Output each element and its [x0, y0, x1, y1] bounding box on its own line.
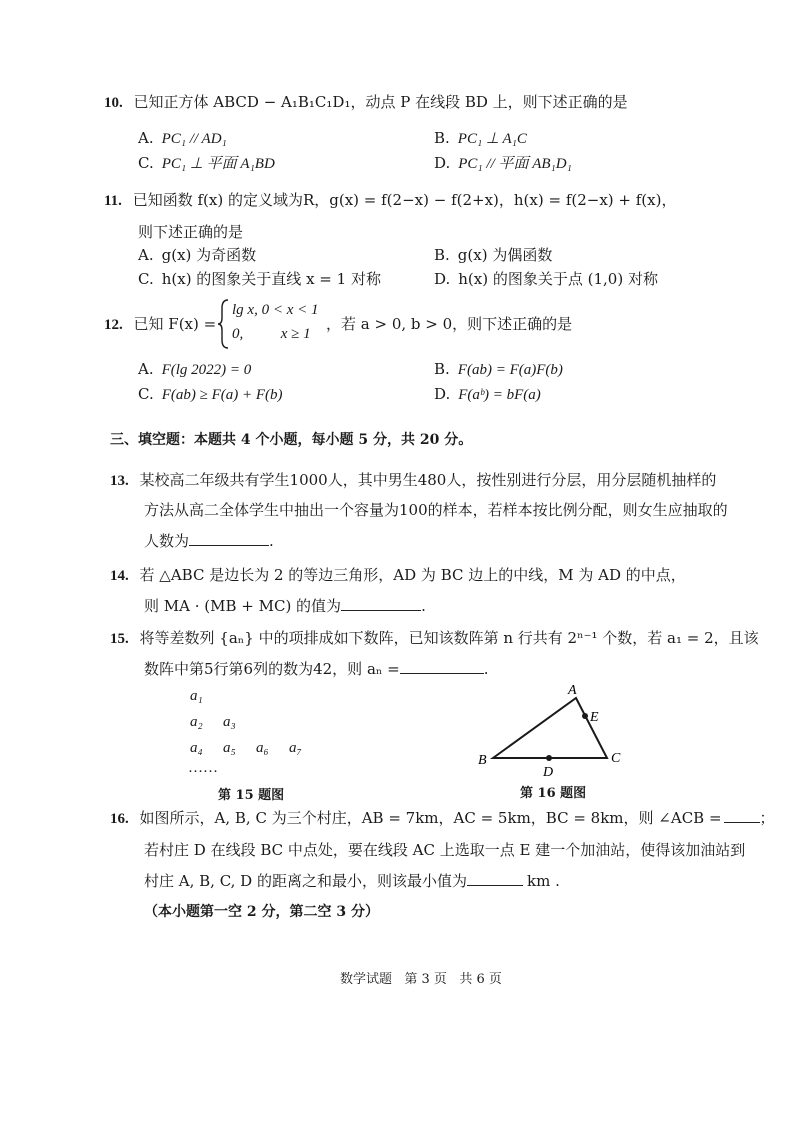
q10-stem: 已知正方体 ABCD − A₁B₁C₁D₁，动点 P 在线段 BD 上，则下述正确的是	[133, 93, 628, 111]
section-heading-fill-in: 三、填空题：本题共 4 个小题，每小题 5 分，共 20 分。	[110, 432, 473, 448]
q16-unit: km .	[526, 872, 560, 890]
q16-text: 如图所示，A, B, C 为三个村庄，AB = 7km，AC = 5km，BC = 8km，则 ∠ACB =	[139, 809, 722, 827]
q13-line-3	[144, 531, 274, 551]
q12-option-b	[434, 359, 563, 380]
q12-function-name: 已知 F(x) =	[133, 315, 217, 333]
q12-option-c	[138, 384, 283, 405]
q11-stem: 已知函数 f(x) 的定义域为R，g(x) = f(2−x) − f(2+x)，h(x) = f(2−x) + f(x)，	[132, 191, 677, 209]
option-text: h(x) 的图象关于点 (1,0) 对称	[458, 270, 658, 288]
q14-line-2	[144, 596, 426, 616]
q15-line-2	[144, 659, 489, 679]
q16-number: 16.	[110, 811, 129, 827]
q11-stem-line2: 则下述正确的是	[138, 223, 244, 241]
option-label: C.	[138, 154, 154, 172]
page-footer: 数学试题 第 3 页 共 6 页	[340, 972, 502, 987]
q15-text: 数阵中第5行第6列的数为42，则 aₙ =	[144, 660, 400, 678]
option-label: C.	[138, 270, 154, 288]
q13-period: .	[269, 532, 274, 550]
q13-text: 某校高二年级共有学生1000人，其中男生480人，按性别进行分层，用分层随机抽样的	[139, 471, 717, 489]
option-label: A.	[138, 360, 154, 378]
label-c: C	[611, 751, 621, 766]
q11-option-c	[138, 269, 381, 289]
q16-answer-blank-1[interactable]	[724, 808, 760, 823]
q11-option-a	[138, 245, 256, 265]
q14-number: 14.	[110, 568, 129, 584]
option-label: D.	[434, 154, 451, 172]
q12-stem-suffix: ，若 a > 0, b > 0，则下述正确的是	[326, 315, 573, 333]
option-text: h(x) 的图象关于直线 x = 1 对称	[161, 270, 381, 288]
q15-number: 15.	[110, 631, 129, 647]
q13-answer-blank[interactable]	[189, 531, 269, 546]
array-cell: a₇	[289, 740, 302, 756]
option-text: PC₁ ⊥ A₁C	[457, 131, 527, 147]
q11-option-d	[434, 269, 658, 289]
q10-stem-line	[104, 92, 628, 113]
q11-number: 11.	[104, 193, 122, 209]
q10-option-a	[138, 128, 227, 149]
array-cell: a₄	[190, 740, 203, 756]
point-d	[546, 755, 552, 761]
q14-text: 则 MA · (MB + MC) 的值为	[144, 597, 342, 615]
option-text: F(aᵇ) = bF(a)	[458, 387, 541, 403]
q14-period: .	[421, 597, 426, 615]
q14-text: 若 △ABC 是边长为 2 的等边三角形，AD 为 BC 边上的中线，M 为 AD 的中点，	[139, 566, 686, 584]
option-text: PC₁ ⊥ 平面 A₁BD	[161, 156, 275, 172]
q14-line-1	[110, 565, 686, 586]
option-text: g(x) 为奇函数	[161, 246, 257, 264]
q12-case-1: lg x, 0 < x < 1	[232, 302, 319, 318]
option-text: PC₁ // 平面 AB₁D₁	[458, 156, 572, 172]
q10-option-c	[138, 153, 275, 174]
q13-number: 13.	[110, 473, 129, 489]
option-label: B.	[434, 246, 450, 264]
option-label: A.	[138, 129, 154, 147]
option-label: D.	[434, 270, 451, 288]
option-label: B.	[434, 360, 450, 378]
option-label: A.	[138, 246, 154, 264]
array-cell: a₃	[223, 714, 236, 730]
q12-option-d	[434, 384, 541, 405]
option-text: g(x) 为偶函数	[457, 246, 553, 264]
q16-text: 村庄 A, B, C, D 的距离之和最小，则该最小值为	[144, 872, 467, 890]
q13-text: 人数为	[144, 532, 190, 550]
q10-number: 10.	[104, 95, 123, 111]
q14-answer-blank[interactable]	[341, 596, 421, 611]
array-cell: a₅	[223, 740, 236, 756]
fig16-triangle-diagram	[470, 680, 630, 780]
q10-option-b	[434, 128, 527, 149]
q15-text: 将等差数列 {aₙ} 中的项排成如下数阵，已知该数阵第 n 行共有 2ⁿ⁻¹ 个数，若 a₁ = 2，且该	[139, 629, 759, 647]
option-label: D.	[434, 385, 451, 403]
array-cell: a₁	[190, 688, 203, 704]
option-text: F(ab) ≥ F(a) + F(b)	[161, 387, 283, 403]
q16-answer-blank-2[interactable]	[467, 871, 523, 886]
q12-case-2: 0, x ≥ 1	[232, 326, 311, 342]
array-ellipsis: ……	[188, 760, 218, 776]
q12-option-a	[138, 359, 251, 380]
array-cell: a₆	[256, 740, 269, 756]
q16-score-note: （本小题第一空 2 分，第二空 3 分）	[144, 904, 379, 920]
option-text: F(ab) = F(a)F(b)	[457, 362, 563, 378]
option-label: B.	[434, 129, 450, 147]
label-b: B	[478, 753, 487, 768]
array-cell: a₂	[190, 714, 203, 730]
option-text: F(lg 2022) = 0	[161, 362, 252, 378]
q15-period: .	[483, 660, 489, 678]
q12-stem-prefix	[104, 314, 216, 335]
q15-line-1	[110, 628, 759, 649]
q16-semicolon: ；	[759, 809, 775, 827]
q11-option-b	[434, 245, 552, 265]
fig15-caption: 第 15 题图	[218, 788, 285, 803]
triangle-abc	[493, 698, 607, 758]
label-d: D	[543, 765, 554, 780]
q16-line-1	[110, 808, 775, 829]
q15-answer-blank[interactable]	[400, 659, 484, 674]
option-label: C.	[138, 385, 154, 403]
q13-line-1	[110, 470, 716, 491]
label-e: E	[590, 710, 599, 725]
option-text: PC₁ // AD₁	[161, 131, 227, 147]
q16-line-2: 若村庄 D 在线段 BC 中点处，要在线段 AC 上选取一点 E 建一个加油站，使得该加油站到	[144, 841, 746, 859]
q10-option-d	[434, 153, 572, 174]
q13-line-2: 方法从高二全体学生中抽出一个容量为100的样本，若样本按比例分配，则女生应抽取的	[144, 501, 728, 519]
q11-stem-line	[104, 190, 676, 211]
q12-number: 12.	[104, 317, 123, 333]
point-e	[582, 713, 588, 719]
label-a: A	[568, 683, 577, 698]
q16-line-3	[144, 871, 560, 891]
piecewise-brace-icon	[216, 298, 230, 350]
fig16-caption: 第 16 题图	[520, 786, 587, 801]
